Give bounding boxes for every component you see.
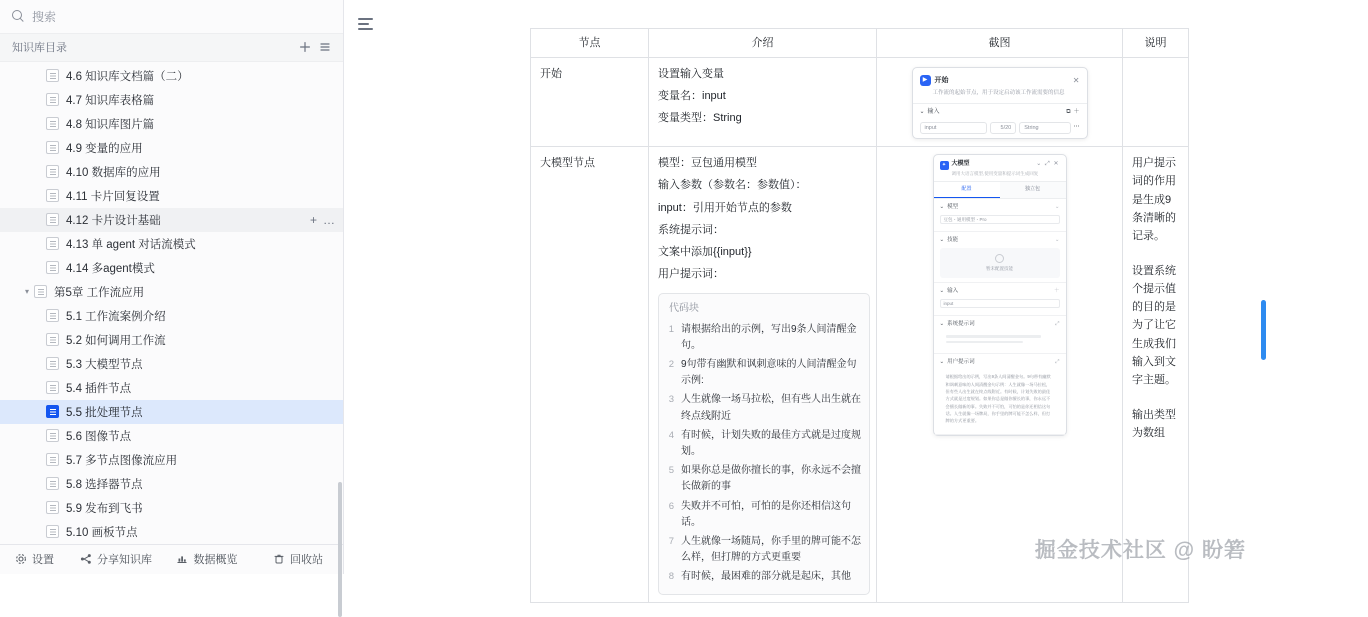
code-line: [661, 322, 863, 354]
document-icon: [46, 429, 59, 442]
document-icon: [46, 453, 59, 466]
start-card-header: [913, 68, 1087, 89]
tree-item-hover[interactable]: [0, 208, 343, 232]
llm-section-title: [940, 236, 1060, 245]
document-icon-active: [46, 405, 59, 418]
text-line: [946, 341, 1024, 344]
tree-item[interactable]: [0, 376, 343, 400]
chevron-right-icon[interactable]: ⌄: [1054, 236, 1060, 243]
llm-tab-package[interactable]: 独立包: [1024, 186, 1040, 193]
list-icon[interactable]: [317, 39, 333, 55]
llm-card-subtitle: 调用大语言模型,使用变量和提示词生成回复: [951, 171, 1039, 177]
tree-item-label: 5.4 插件节点: [66, 382, 132, 395]
llm-card-tabs[interactable]: [934, 181, 1066, 198]
document-icon: [46, 141, 59, 154]
tree-item-label: 5.10 画板节点: [66, 526, 138, 539]
chevron-down-icon[interactable]: ▾: [24, 287, 29, 297]
tree-item-label: 第5章 工作流应用: [54, 286, 145, 299]
sidebar-scrollbar[interactable]: [338, 482, 342, 617]
tree-item[interactable]: [0, 328, 343, 352]
input-param-row: [920, 122, 1080, 134]
document-icon: [46, 309, 59, 322]
code-line: [661, 357, 863, 389]
catalog-title: 知识库目录: [12, 42, 67, 55]
tree-item-label: 5.1 工作流案例介绍: [66, 310, 166, 323]
main-scrollbar[interactable]: [1261, 300, 1266, 360]
code-line-number: 7: [668, 535, 674, 547]
tree-item[interactable]: [0, 232, 343, 256]
search-bar[interactable]: [0, 0, 343, 34]
code-line-number: 8: [668, 571, 674, 583]
chevron-down-icon: ⌄: [919, 109, 925, 116]
param-type-select[interactable]: String: [1019, 122, 1070, 134]
catalog-tree[interactable]: [0, 62, 343, 544]
tree-item[interactable]: [0, 472, 343, 496]
intro-line: 变量名：input: [658, 90, 726, 103]
tree-item-label: 5.6 图像节点: [66, 430, 132, 443]
tree-item-chapter[interactable]: [0, 280, 343, 304]
spacer: [1132, 249, 1179, 262]
cell-node-name: 大模型节点: [531, 147, 649, 603]
code-line: [661, 499, 863, 531]
code-line-number: 2: [668, 359, 674, 370]
tree-item-label: 4.10 数据库的应用: [66, 166, 161, 179]
document-icon: [46, 93, 59, 106]
menu-icon[interactable]: [358, 18, 373, 30]
llm-section-skill: [934, 232, 1066, 283]
code-line-text: 9句带有幽默和讽刺意味的人间清醒金句示例:: [681, 359, 857, 387]
desc-line: 输出类型为数组: [1132, 408, 1176, 440]
document-icon: [46, 189, 59, 202]
tree-item-label: 4.14 多agent模式: [66, 262, 155, 275]
code-line-text: 如果你总是做你擅长的事，你永远不会擅长做新的事: [681, 465, 861, 493]
code-line-number: 1: [668, 323, 674, 335]
tree-item[interactable]: [0, 64, 343, 88]
col-header-node: 节点: [531, 29, 649, 58]
row-more-icon[interactable]: …: [323, 212, 335, 227]
llm-card-title: 大模型: [951, 161, 970, 168]
tree-item-label: 4.7 知识库表格篇: [66, 94, 155, 107]
document-icon: [46, 165, 59, 178]
document-icon: [46, 117, 59, 130]
intro-line: 设置输入变量: [658, 68, 724, 81]
tree-item-label: 5.8 选择器节点: [66, 478, 143, 491]
tree-item[interactable]: [0, 136, 343, 160]
input-section-header: [920, 108, 1080, 118]
table-row: [531, 58, 1189, 147]
chevron-down-icon: ⌄: [939, 321, 945, 328]
llm-section-user-prompt: [934, 354, 1066, 434]
code-line-number: 6: [668, 500, 674, 512]
intro-line: input：引用开始节点的参数: [658, 201, 792, 214]
tree-item[interactable]: [0, 256, 343, 280]
chart-icon: [176, 553, 189, 566]
llm-section-label: 技能: [947, 236, 959, 243]
llm-section-title: [940, 203, 1060, 212]
code-line: [661, 428, 863, 460]
close-icon[interactable]: ✕: [1072, 76, 1080, 86]
llm-skill-empty-text: 暂未配置技能: [986, 265, 1013, 271]
llm-model-select[interactable]: 豆包・通用模型・Pro: [940, 215, 1060, 224]
code-line-number: 3: [668, 394, 674, 406]
document-icon: [46, 237, 59, 250]
recycle-bin-button[interactable]: [252, 545, 343, 574]
watermark: 掘金技术社区 @ 盼箬: [1034, 539, 1246, 562]
chevron-down-icon: ⌄: [939, 288, 945, 295]
code-block-title: 代码块: [669, 303, 699, 315]
code-line-number: 4: [668, 429, 674, 441]
expand-icon[interactable]: ⤢: [1055, 359, 1060, 366]
settings-button[interactable]: [0, 545, 70, 574]
llm-input-field[interactable]: input: [940, 299, 1060, 308]
llm-section-system-prompt: [934, 316, 1066, 354]
llm-section-title: [940, 320, 1060, 329]
llm-node-icon: ✦: [940, 161, 949, 170]
code-line-text: 失败并不可怕，可怕的是你还相信这句话。: [681, 500, 851, 528]
llm-section-title: [940, 287, 1060, 296]
cell-desc: [1123, 58, 1189, 147]
desc-line: 设置系统个提示值的目的是为了让它生成我们输入到文字主题。: [1132, 264, 1176, 386]
input-section-label: 输入: [927, 109, 940, 116]
document-icon: [46, 381, 59, 394]
tree-item[interactable]: [0, 424, 343, 448]
cell-intro: [649, 147, 877, 603]
tree-item[interactable]: [0, 520, 343, 544]
code-line-text: 请根据给出的示例，写出9条人间清醒金句。: [681, 323, 857, 351]
add-icon[interactable]: ＋: [1073, 109, 1080, 116]
gear-icon: [14, 553, 27, 566]
llm-section-model: [934, 199, 1066, 232]
chevron-down-icon: ⌄: [939, 203, 945, 210]
code-line-text: 人生就像一场马拉松，但有些人出生就在终点线附近: [681, 394, 861, 422]
tree-item-label: 4.9 变量的应用: [66, 142, 143, 155]
tree-item-label: 4.8 知识库图片篇: [66, 118, 155, 131]
empty-icon: [995, 254, 1004, 263]
trash-icon: [272, 553, 285, 566]
col-header-desc: 说明: [1123, 29, 1189, 58]
intro-line: 变量类型：String: [658, 112, 742, 125]
code-line: [661, 534, 863, 566]
llm-user-prompt-body[interactable]: 请根据给出的示例，写出9条人间清醒金句。9句带有幽默和讽刺意味的人间清醒金句示例：人生就像一场马拉松，但有些人出生就在终点线附近。有时候，计划失败的最佳方式就是过度规划。如果你总是做你擅长的事，你永远不会擅长做新的事。失败并不可怕，可怕的是你还相信这句话。人生就像一场牌局，你手里的牌可能不怎么样，但打牌的方式更重要。: [945, 374, 1051, 424]
search-icon: [12, 10, 25, 23]
start-card-input-section: [913, 103, 1087, 138]
document-icon: [46, 261, 59, 274]
start-node-screenshot: [912, 67, 1088, 139]
tree-item[interactable]: [0, 352, 343, 376]
col-header-intro: 介绍: [649, 29, 877, 58]
llm-system-prompt-body[interactable]: [940, 332, 1060, 349]
tree-item[interactable]: [0, 496, 343, 520]
llm-section-input: [934, 283, 1066, 316]
cell-node-name: 开始: [531, 58, 649, 147]
llm-section-label: 系统提示词: [947, 321, 975, 328]
code-block: [658, 293, 870, 595]
data-overview-label: 数据概览: [193, 554, 238, 567]
text-line: [946, 335, 1041, 338]
tree-item[interactable]: [0, 448, 343, 472]
code-line-text: 有时候，计划失败的最佳方式就是过度规划。: [681, 429, 861, 457]
tree-item-label: 5.2 如何调用工作流: [66, 334, 166, 347]
sidebar-footer: [0, 544, 343, 574]
llm-section-title: [940, 358, 1060, 367]
document-icon: [46, 525, 59, 538]
code-line-number: 5: [668, 465, 674, 477]
catalog-header: [0, 34, 343, 62]
tree-item-label: 4.6 知识库文档篇（二）: [66, 70, 189, 83]
intro-line: 系统提示词：: [658, 223, 724, 236]
tree-item[interactable]: [0, 88, 343, 112]
tree-item-label: 4.11 卡片回复设置: [66, 190, 160, 203]
code-line-text: 人生就像一场随局，你手里的牌可能不怎么样，但打牌的方式更重要: [681, 535, 861, 564]
tree-item-label: 5.7 多节点图像流应用: [66, 454, 178, 467]
intro-line: 模型：豆包通用模型: [658, 157, 757, 170]
llm-card-controls[interactable]: ⌄ ⤢ ✕: [1036, 161, 1060, 168]
llm-section-label: 模型: [947, 203, 959, 210]
sidebar-item-selected[interactable]: [0, 400, 343, 424]
desc-line: 用户提示词的作用是生成9条清晰的记录。: [1132, 157, 1176, 242]
start-card-subtitle: 工作流的起始节点，用于设定启动该工作流需要的信息: [932, 90, 1065, 97]
tree-item[interactable]: [0, 112, 343, 136]
chevron-right-icon[interactable]: ⌄: [1054, 203, 1060, 210]
llm-skill-empty-note: [940, 248, 1060, 278]
table-header-row: [531, 29, 1189, 58]
settings-label: 设置: [32, 554, 54, 567]
sidebar: [0, 0, 344, 574]
document-icon: [46, 501, 59, 514]
folder-icon: [34, 285, 47, 298]
tree-item-label: 4.12 卡片设计基础: [66, 214, 161, 227]
cell-intro: [649, 58, 877, 147]
code-line: [661, 463, 863, 495]
copy-icon[interactable]: ⧉: [1066, 109, 1071, 116]
document-icon: [46, 357, 59, 370]
row-actions[interactable]: [310, 213, 335, 227]
share-kb-label: 分享知识库: [97, 554, 152, 567]
llm-tab-config[interactable]: 配置: [934, 182, 1000, 197]
plus-icon[interactable]: [297, 39, 313, 55]
row-add-icon[interactable]: +: [309, 212, 317, 227]
code-line: [661, 569, 863, 585]
col-header-screenshot: 截图: [877, 29, 1123, 58]
document-icon: [46, 477, 59, 490]
intro-line: 用户提示词：: [658, 267, 724, 280]
document-icon: [46, 333, 59, 346]
llm-section-label: 输入: [947, 288, 959, 295]
tree-item[interactable]: [0, 184, 343, 208]
main-content: [344, 0, 1268, 583]
intro-line: 文案中添加{{input}}: [658, 245, 752, 258]
cell-screenshot: [877, 58, 1123, 147]
share-icon: [79, 553, 92, 566]
code-block-lines: [659, 322, 869, 595]
document-icon: [46, 69, 59, 82]
tree-item[interactable]: [0, 304, 343, 328]
document-body: [530, 28, 1368, 583]
spacer: [1132, 393, 1179, 406]
llm-section-label: 用户提示词: [947, 359, 975, 366]
start-card-title: 开始: [934, 76, 949, 84]
expand-icon[interactable]: ⤢: [1055, 321, 1060, 328]
start-node-icon: ▶: [920, 75, 931, 86]
tree-item-label: 5.9 发布到飞书: [66, 502, 143, 515]
chevron-down-icon: ⌄: [939, 359, 945, 366]
data-overview-button[interactable]: [161, 545, 252, 574]
code-line-text: 有时候，最困难的部分就是起床，其他: [681, 571, 851, 583]
llm-card-header: [934, 155, 1066, 171]
tree-item-label: 5.5 批处理节点: [66, 406, 143, 419]
document-icon: [46, 213, 59, 226]
code-line: [661, 392, 863, 424]
node-table: [530, 28, 1189, 603]
param-name-field[interactable]: input: [920, 122, 988, 134]
tree-item-label: 5.3 大模型节点: [66, 358, 143, 371]
more-icon[interactable]: ⋯: [1073, 124, 1080, 131]
search-input[interactable]: 搜索: [32, 9, 57, 24]
recycle-bin-label: 回收站: [290, 554, 323, 567]
param-count: 5/20: [990, 122, 1016, 134]
intro-line: 输入参数（参数名：参数值）：: [658, 179, 807, 192]
tree-item-label: 4.13 单 agent 对话流模式: [66, 238, 196, 251]
chevron-down-icon: ⌄: [939, 236, 945, 243]
share-kb-button[interactable]: [70, 545, 161, 574]
llm-node-screenshot: [933, 154, 1067, 435]
add-icon[interactable]: ＋: [1053, 288, 1060, 295]
tree-item[interactable]: [0, 160, 343, 184]
